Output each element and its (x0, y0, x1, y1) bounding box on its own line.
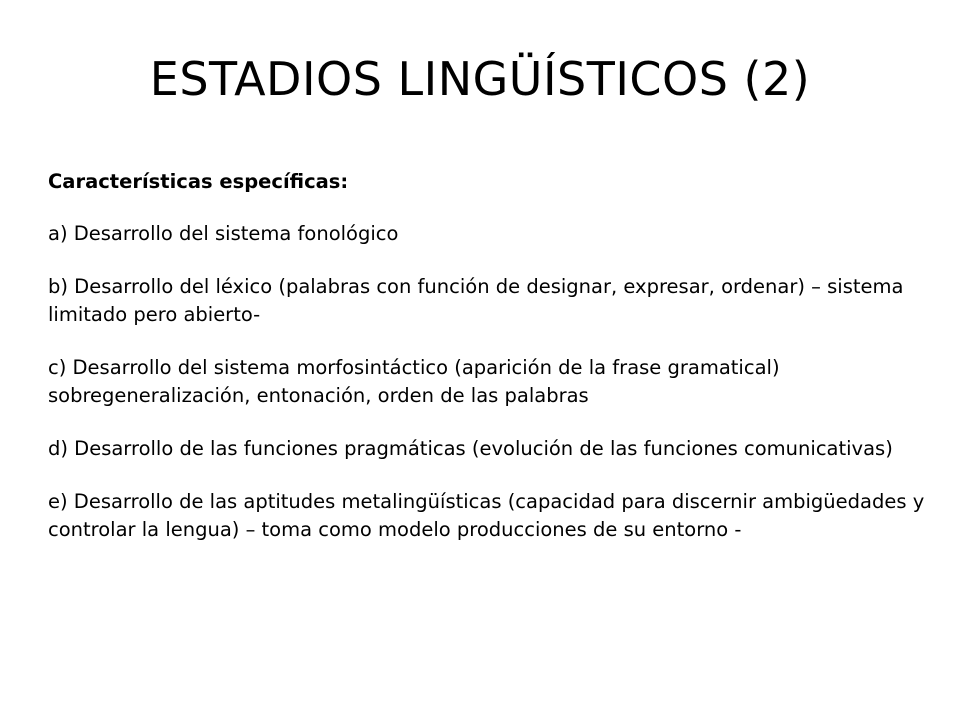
list-item-a: a) Desarrollo del sistema fonológico (48, 222, 399, 245)
list-item-c: c) Desarrollo del sistema morfosintáctico (aparición de la frase gramatical) sobregeneralización, entonación, orden de las palabras (48, 356, 780, 407)
list-item-d: d) Desarrollo de las funciones pragmáticas (evolución de las funciones comunicativas) (48, 437, 893, 460)
slide-content (48, 168, 928, 569)
list-item-e: e) Desarrollo de las aptitudes metalingüísticas (capacidad para discernir ambigüedades y controlar la lengua) – toma como modelo producciones de su entorno - (48, 490, 925, 541)
slide-title: ESTADIOS LINGÜÍSTICOS (2) (149, 52, 811, 106)
list-item-b: b) Desarrollo del léxico (palabras con función de designar, expresar, ordenar) – sistema limitado pero abierto- (48, 275, 904, 326)
section-heading: Características específicas: (48, 170, 349, 193)
